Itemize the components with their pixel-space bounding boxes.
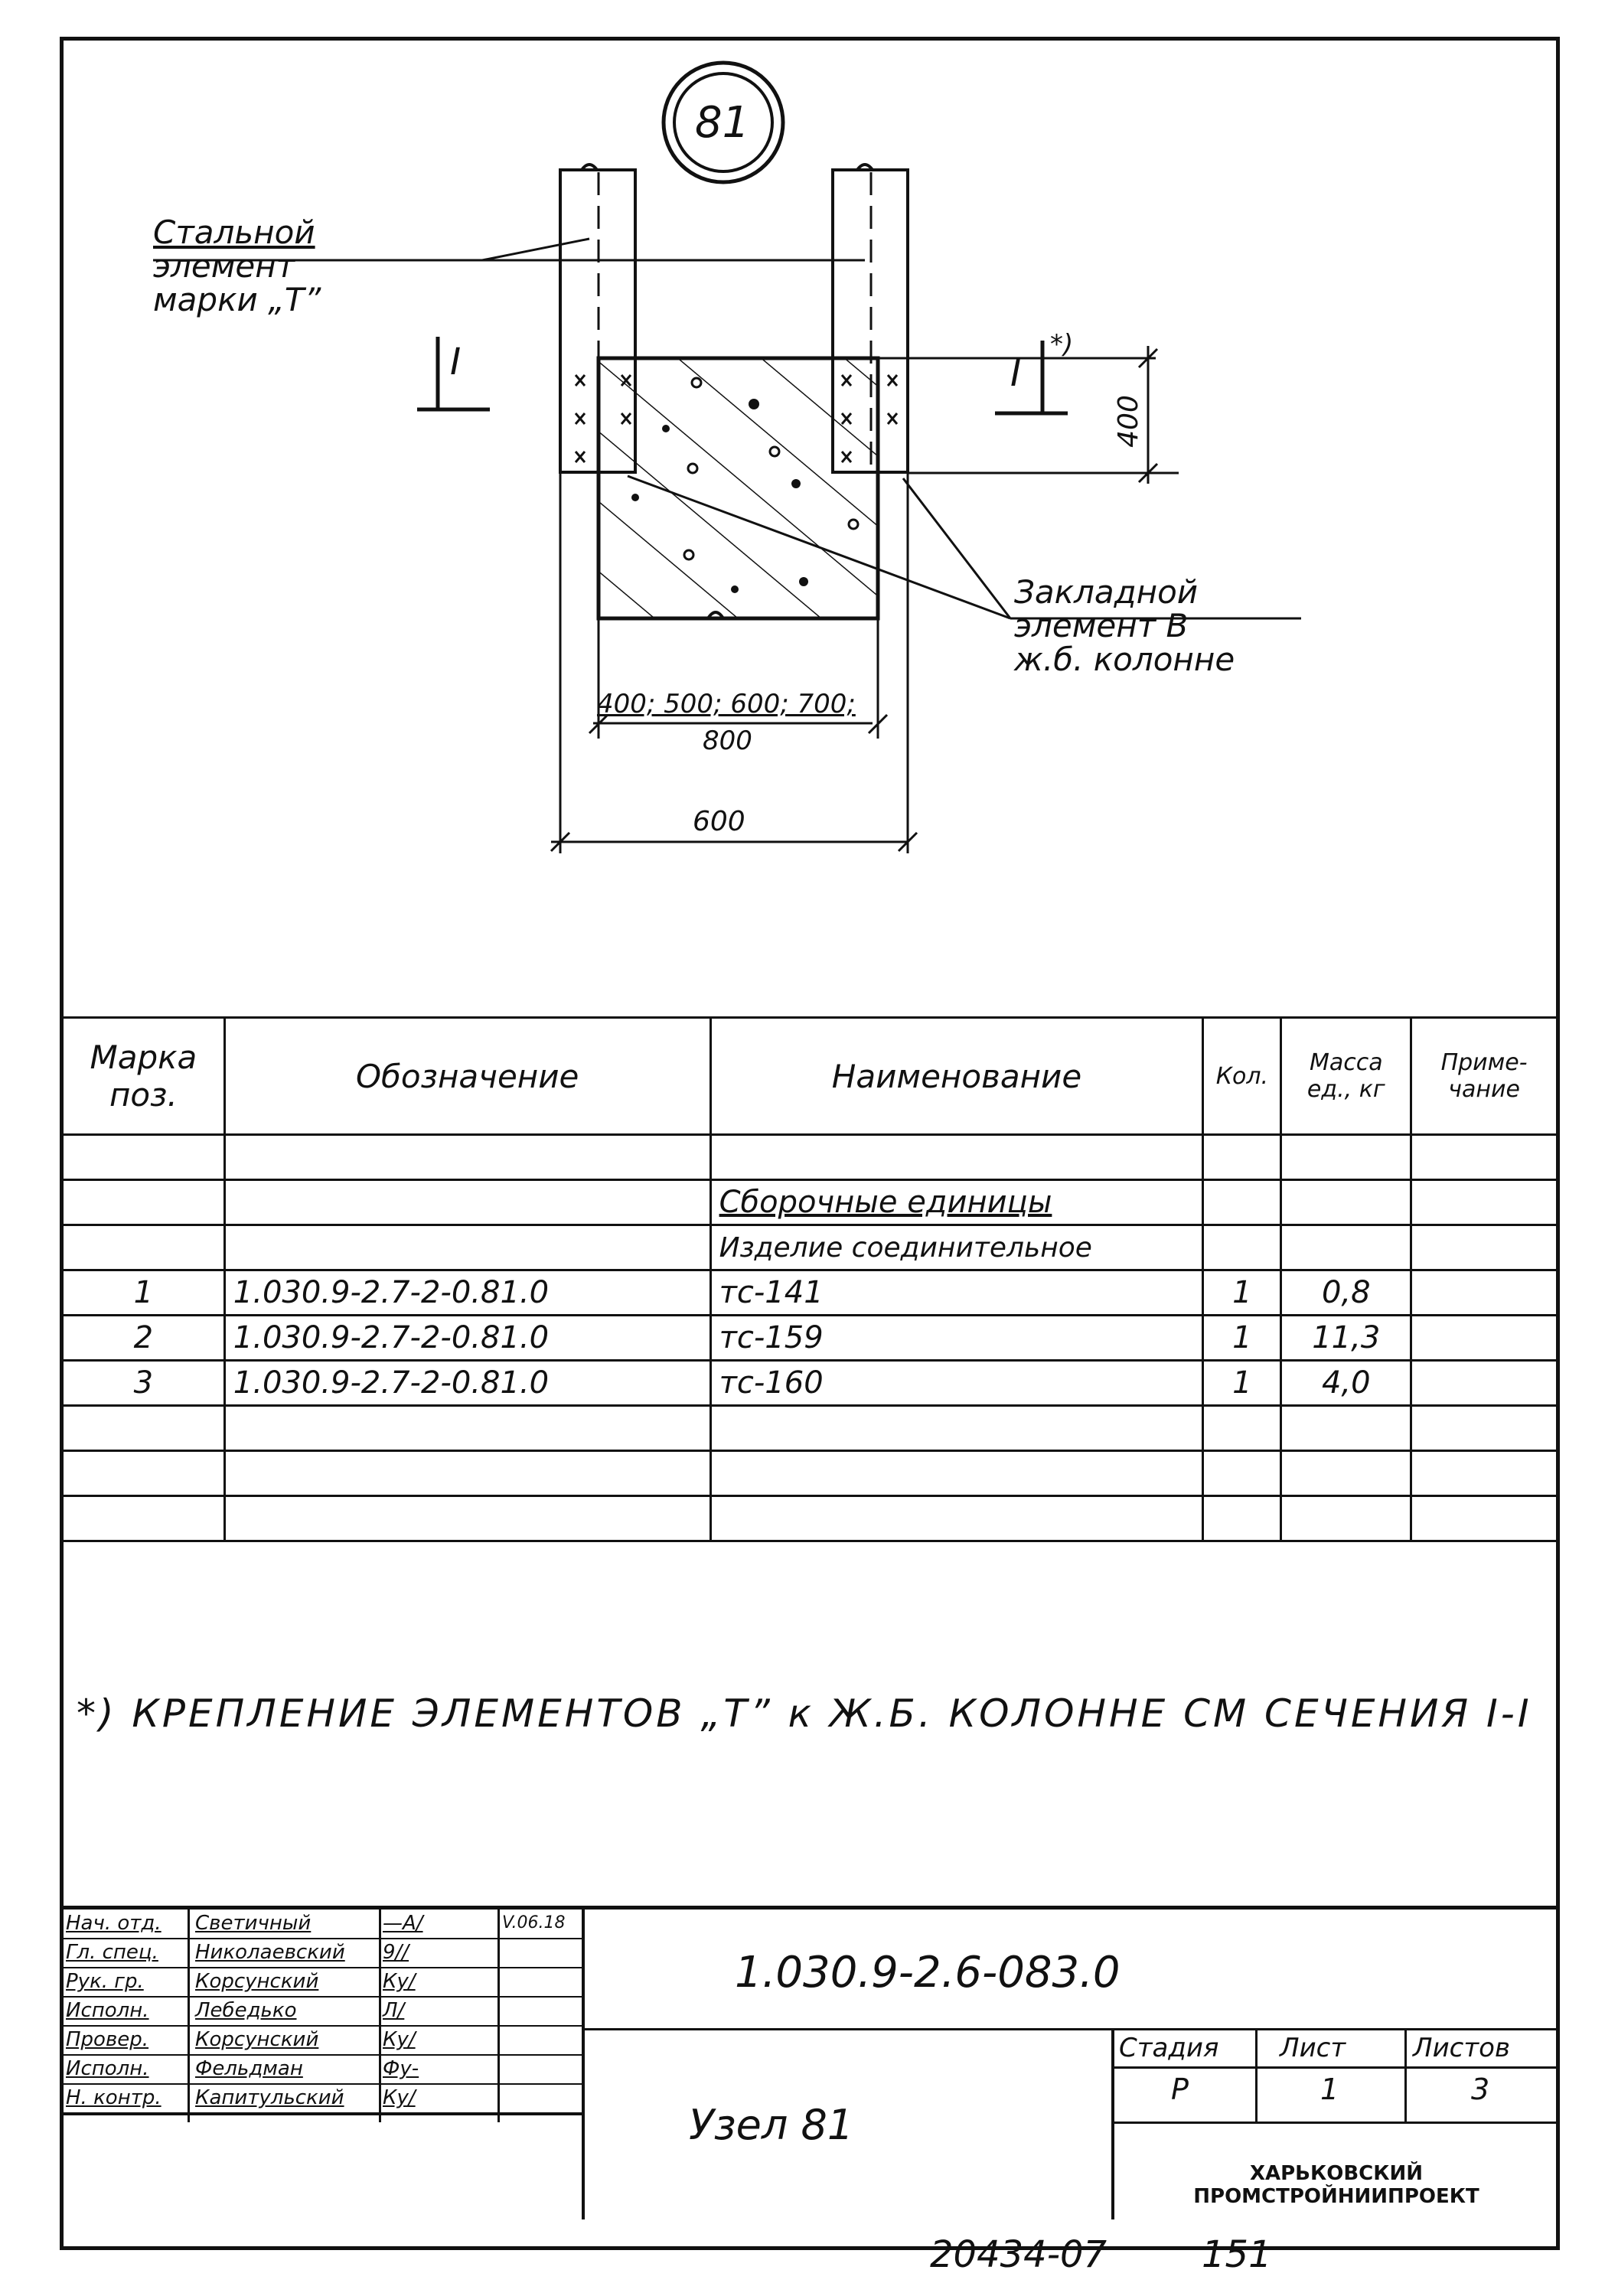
organization: ХАРЬКОВСКИЙ ПРОМСТРОЙНИИПРОЕКТ xyxy=(1193,2162,1479,2208)
table-row xyxy=(63,1406,1558,1451)
sig-role: Нач. отд. xyxy=(66,1912,161,1935)
date: V.06.18 xyxy=(502,1913,566,1932)
sig-name: Корсунский xyxy=(195,1970,319,1993)
signature: Фу- xyxy=(383,2057,419,2080)
archive-number: 20434-07 xyxy=(930,2233,1107,2276)
sig-name: Корсунский xyxy=(195,2028,319,2051)
signature: 9// xyxy=(383,1941,409,1964)
signature: —A/ xyxy=(383,1912,423,1935)
sig-role: Исполн. xyxy=(66,1999,149,2022)
sig-role: Исполн. xyxy=(66,2057,149,2080)
table-row xyxy=(63,1451,1558,1496)
dim-height: 400 xyxy=(1112,395,1144,448)
row-name: тс-141 xyxy=(710,1270,1203,1316)
row-mark: 1 xyxy=(63,1270,225,1316)
header-note: Приме- чание xyxy=(1411,1018,1558,1135)
row-mass: 11,3 xyxy=(1281,1316,1411,1361)
row-mark: 3 xyxy=(63,1361,225,1406)
stage-label: Стадия xyxy=(1119,2033,1219,2063)
section-subtitle: Изделие соединительное xyxy=(710,1225,1203,1270)
stage-value: Р xyxy=(1171,2073,1189,2106)
sig-role: Рук. гр. xyxy=(66,1970,144,1993)
sheets-value: 3 xyxy=(1471,2073,1490,2106)
row-designation: 1.030.9-2.7-2-0.81.0 xyxy=(224,1270,710,1316)
sig-name: Светичный xyxy=(195,1912,312,1935)
row-note xyxy=(1411,1316,1558,1361)
rc-column-section xyxy=(599,358,878,618)
sig-role: Гл. спец. xyxy=(66,1941,158,1964)
sig-role: Н. контр. xyxy=(66,2086,161,2109)
sig-role: Провер. xyxy=(66,2028,149,2051)
header-mark: Марка поз. xyxy=(63,1018,225,1135)
row-name: тс-160 xyxy=(710,1361,1203,1406)
footnote-marker: *) xyxy=(1050,329,1074,360)
sig-name: Фельдман xyxy=(195,2057,303,2080)
drawing-title: Узел 81 xyxy=(689,2101,854,2149)
page-number: 151 xyxy=(1202,2233,1272,2276)
row-mass: 4,0 xyxy=(1281,1361,1411,1406)
row-qty: 1 xyxy=(1203,1316,1281,1361)
signature: Ку/ xyxy=(383,2028,416,2051)
sig-name: Капитульский xyxy=(195,2086,344,2109)
table-row xyxy=(63,1496,1558,1541)
signature: Л/ xyxy=(383,1999,405,2022)
specification-table xyxy=(61,1016,1558,1542)
dim-overall-width: 600 xyxy=(693,806,745,837)
node-number: 81 xyxy=(695,98,750,148)
row-mass: 0,8 xyxy=(1281,1270,1411,1316)
header-designation: Обозначение xyxy=(224,1018,710,1135)
sheet-label: Лист xyxy=(1280,2033,1346,2063)
row-designation: 1.030.9-2.7-2-0.81.0 xyxy=(224,1361,710,1406)
row-note xyxy=(1411,1270,1558,1316)
table-row xyxy=(63,1361,1558,1406)
row-designation: 1.030.9-2.7-2-0.81.0 xyxy=(224,1316,710,1361)
sig-name: Лебедько xyxy=(195,1999,297,2022)
dim-width-options-2: 800 xyxy=(703,726,752,756)
sheets-label: Листов xyxy=(1413,2033,1511,2063)
row-qty: 1 xyxy=(1203,1361,1281,1406)
section-title: Сборочные единицы xyxy=(710,1180,1203,1225)
section-mark-right: I xyxy=(1010,352,1022,395)
doc-code: 1.030.9-2.6-083.0 xyxy=(735,1948,1121,1998)
signature: Ку/ xyxy=(383,1970,416,1993)
embedded-element-label: Закладной элемент В ж.б. колонне xyxy=(1014,573,1235,678)
row-qty: 1 xyxy=(1203,1270,1281,1316)
steel-element-label: Стальной элемент марки „Т” xyxy=(153,214,321,318)
header-qty: Кол. xyxy=(1203,1018,1281,1135)
header-mass: Масса ед., кг xyxy=(1281,1018,1411,1135)
row-mark: 2 xyxy=(63,1316,225,1361)
row-name: тс-159 xyxy=(710,1316,1203,1361)
table-row xyxy=(63,1135,1558,1180)
signature: Ку/ xyxy=(383,2086,416,2109)
table-row xyxy=(63,1270,1558,1316)
section-mark-left: I xyxy=(450,341,462,383)
table-row xyxy=(63,1180,1558,1225)
sheet-value: 1 xyxy=(1320,2073,1339,2106)
table-row xyxy=(63,1316,1558,1361)
table-row xyxy=(63,1225,1558,1270)
header-name: Наименование xyxy=(710,1018,1203,1135)
footnote: *) КРЕПЛЕНИЕ ЭЛЕМЕНТОВ „Т” к Ж.Б. КОЛОННЕ СМ СЕЧЕНИЯ I-I xyxy=(77,1691,1532,1736)
sig-name: Николаевский xyxy=(195,1941,345,1964)
dim-width-options: 400; 500; 600; 700; xyxy=(597,689,856,719)
row-note xyxy=(1411,1361,1558,1406)
